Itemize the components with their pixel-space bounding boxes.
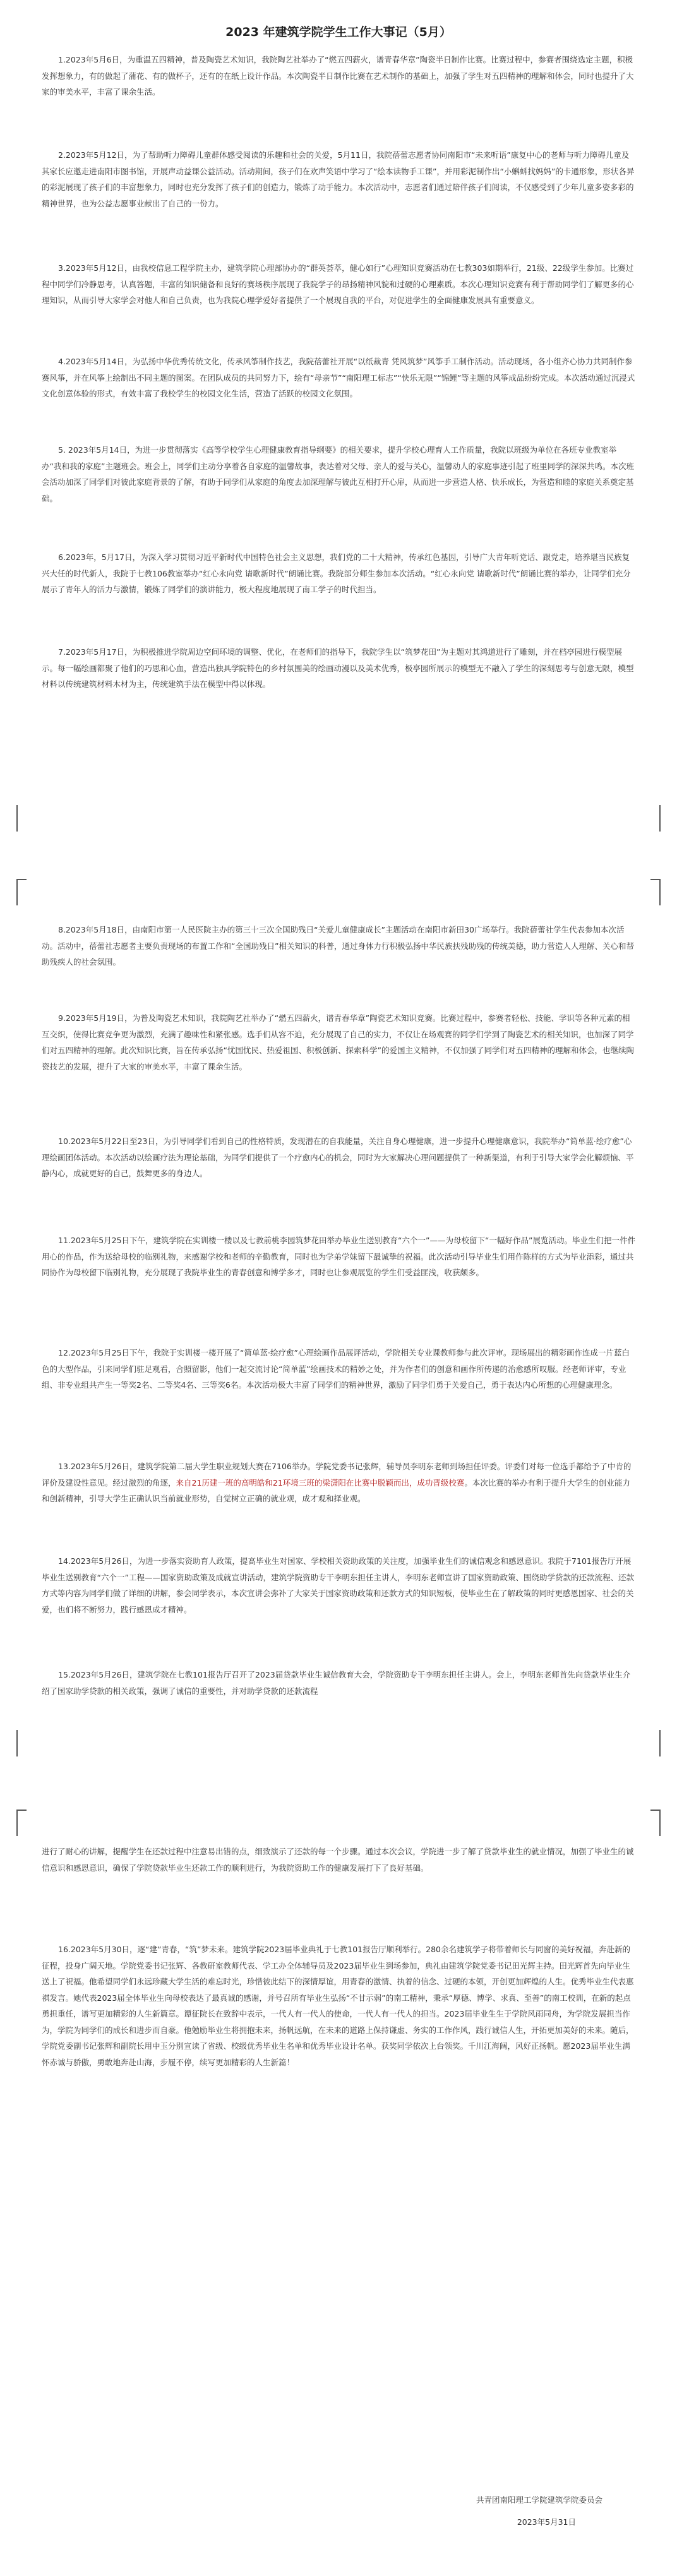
item-16-paragraph: 16.2023年5月30日，逐“建”青春，“筑”梦未来。建筑学院2023届毕业典礼于七教101报告厅顺利举行。280余名建筑学子将带着师长与同窗的美好祝福，奔赴新的征程，投身广阔天地。学院党委书记张辉、各教研室教师代表、学工办全体辅导员及2023届毕业生到场参加，典礼由建筑学院党委书记田光辉主持。田光辉首先向毕业生送上了祝福。他希望同学们永远珍藏大学生活的难忘时光，珍惜彼此结下的深情厚谊，用青春的激情、执着的信念、过硬的本领，开创更加辉煌的人生。优秀毕业生代表惠祺发言。她代表2023届全体毕业生向母校表达了最真诚的感谢，并号召所有毕业生弘扬“不甘示弱”的南工精神，秉承“厚德、博学、求真、至善”的南工校训，在新的起点勇担重任，谱写更加精彩的人生新篇章。谭征院长在致辞中表示，一代人有一代人的使命，一代人有一代人的担当。2023届毕业生生于学院风雨同舟，为学院发展担当作为，学院为同学们的成长和进步而自豪。他勉励毕业生将拥抱未来，扬帆远航，在未来的道路上保持谦虚、务实的工作作风，践行诚信人生，开拓更加美好的未来。随后，学院党委副书记张辉和副院长用中玉分别宣读了省级、校级优秀毕业生名单和优秀毕业设计名单。获奖同学依次上台领奖。千川江海阔，风好正扬帆。愿2023届毕业生满怀赤诚与骄傲，勇敢地奔赴山海，步履不停，续写更加精彩的人生新篇！ [42,1945,634,2067]
document-title: 2023 年建筑学院学生工作大事记（5月） [225,25,452,39]
signature-organization: 共青团南阳理工学院建筑学院委员会 [476,2495,602,2505]
item-8-paragraph: 8.2023年5月18日，由南阳市第一人民医院主办的第三十三次全国助残日“关爱儿童健康成长”主题活动在南阳市新田30广场举行。我院蓓蕾社学生代表参加本次活动。活动中，蓓蕾社志愿者主要负责现场的布置工作和“全国助残日”相关知识的科普，通过身体力行积极弘扬中华民族扶残助残的传统美德，助力营造人人理解、关心和帮助残疾人的社会氛围。 [42,925,634,967]
item-14-paragraph: 14.2023年5月26日，为进一步落实资助育人政策，提高毕业生对国家、学校相关资助政策的关注度，加强毕业生们的诚信观念和感恩意识。我院于7101报告厅开展毕业生送别教育“六个一”工程——国家资助政策及成就宣讲活动，建筑学院资助专干李明东担任主讲人，李明东老师宣讲了国家资助政策、围绕助学贷款的还款流程、还款方式等内容为同学们做了详细的讲解，参会同学表示，本次宣讲会弥补了大家关于国家资助政策和还款方式的知识短板，使毕业生在了解政策的同时更感恩国家、社会的关爱，也们将不断努力，践行感恩成才精神。 [42,1556,634,1614]
item-2-paragraph: 2.2023年5月12日，为了帮助听力障碍儿童群体感受阅读的乐趣和社会的关爱，5月11日，我院蓓蕾志愿者协同南阳市“未来听语”康复中心的老师与听力障碍儿童及其家长应邀走进南阳市图书馆，开展声动益课公益活动。活动期间，孩子们在欢声笑语中学习了“绘本读物手工课”，并用彩泥制作出“小蝌蚪找妈妈”的卡通形象，形状各异的彩泥展现了孩子们的丰富想象力，同时也充分发挥了孩子们的创造力，锻炼了动手能力。本次活动中，志愿者们通过陪伴孩子们阅读，不仅感受到了少年儿童多姿多彩的精神世界，也为公益志愿事业献出了自己的一份力。 [42,150,635,208]
item-3-paragraph: 3.2023年5月12日，由我校信息工程学院主办，建筑学院心理部协办的“群英荟萃，健心如行”心理知识竞赛活动在七教303如期举行，21级、22级学生参加。比赛过程中同学们冷静思考，认真答题，丰富的知识储备和良好的赛场秩序展现了我院学子的昂扬精神风貌和过硬的心理素质。本次心理知识竞赛有利于帮助同学们了解更多的心理知识，从而引导大家学会对他人和自己负责，也为我院心理学爱好者提供了一个展现自我的平台，对促进学生的全面健康发展具有重要意义。 [42,263,634,305]
item-12-paragraph: 12.2023年5月25日下午，我院于实训楼一楼开展了“简单蓝·绘疗愈”心理绘画作品展评活动，学院相关专业课教师参与此次评审。现场展出的精彩画作连成一片蓝白色的大型作品，引来同学们驻足观看，合照留影，他们一起交流讨论“简单蓝”绘画技术的精妙之处，并为作者们的创意和画作所传递的治愈感所叹服。经老师评审，专业组、非专业组共产生一等奖2名、二等奖4名、三等奖6名。本次活动极大丰富了同学们的精神世界，激励了同学们勇于关爱自己，勇于表达内心所想的心理健康理念。 [42,1348,630,1390]
item-6-paragraph: 6.2023年，5月17日，为深入学习贯彻习近平新时代中国特色社会主义思想，我们党的二十大精神，传承红色基因，引导广大青年听党话、跟党走，培养堪当民族复兴大任的时代新人，我院于七教106教室举办“红心永向党 请歌新时代”朗诵比赛。我院部分师生参加本次活动。“红心永向党 请歌新时代”朗诵比赛的举办，让同学们充分展示了青年人的活力与激情，锻炼了同学们的演讲能力，极大程度地展现了南工学子的时代担当。 [42,552,631,594]
item-13-paragraph [42,1458,635,1507]
item-13-highlight: 来自21历建一班的高明皓和21环境三班的梁潇阳在比赛中脱颖而出，成功晋级校赛 [176,1477,465,1488]
item-1-paragraph: 1.2023年5月6日，为重温五四精神，普及陶瓷艺术知识，我院陶艺社举办了“燃五四薪火，谱青春华章”陶瓷半日制作比赛。比赛过程中，参赛者围绕选定主题，积极发挥想象力，有的做起了蒲花、有的做杯子，还有的在纸上设计作品。本次陶瓷半日制作比赛在艺术制作的基础上，加强了学生对五四精神的理解和体会，同时也提升了大家的审美水平，丰富了课余生活。 [42,55,634,97]
item-9-paragraph: 9.2023年5月19日，为普及陶瓷艺术知识，我院陶艺社举办了“燃五四薪火，谱青春华章”陶瓷艺术知识竞赛。比赛过程中，参赛者轻松、技能、学识等各种元素的相互交织，使得比赛竞争更为激烈，充满了趣味性和紧张感。选手们从容不迫，充分展现了自己的实力，不仅让在场观赛的同学们学到了陶瓷艺术的相关知识，也加深了同学们对五四精神的理解。此次知识比赛，旨在传承弘扬“忧国忧民、热爱祖国、积极创新、探索科学”的爱国主义精神，不仅加强了同学们对五四精神的理解和体会，也继续陶瓷技艺的发展，提升了大家的审美水平，丰富了课余生活。 [42,1013,634,1071]
item-11-paragraph: 11.2023年5月25日下午，建筑学院在实训楼一楼以及七教前桃李园筑梦花田举办毕业生送别教育“六个一”——为母校留下“一幅好作品”展览活动。毕业生们把一件件用心的作品，作为送给母校的临别礼物，来感谢学校和老师的辛勤教育，同时也为学弟学妹留下最诚挚的祝福。此次活动引导毕业生们用作陈样的方式为毕业添彩，通过共同协作为母校留下临别礼物，充分展现了我院毕业生的青春创意和博学多才，同时也让参观展览的学生们受益匪浅，收获颇多。 [42,1236,635,1277]
item-10-paragraph: 10.2023年5月22日至23日，为引导同学们看到自己的性格特质，发现潜在的自我能量，关注自身心理健康，进一步提升心理健康意识，我院举办“简单蓝·绘疗愈”心理绘画团体活动。本次活动以绘画疗法为理论基础，为同学们提供了一个疗愈内心的机会，同时为大家解决心理问题提供了一种新渠道，有利于引导大家学会化解烦恼、平静内心，成就更好的自己，鼓舞更多的身边人。 [42,1136,634,1178]
signature-date: 2023年5月31日 [517,2517,576,2527]
item-5-paragraph: 5. 2023年5月14日，为进一步贯彻落实《高等学校学生心理健康教育指导纲要》的相关要求，提升学校心理育人工作质量，我院以班级为单位在各班专业教室举办“我和我的家庭”主题班会。班会上，同学们主动分享着各自家庭的温馨故事，表达着对父母、亲人的爱与关心，温馨动人的家庭事迹引起了班里同学的深深共鸣。本次班会活动加深了同学们对彼此家庭背景的了解，有助于同学们从家庭的角度去加深理解与彼此互相打开心扉，从而进一步营造人格、快乐成长，为营造和睦的家庭关系奠定基础。 [42,445,634,503]
item-13-text-b: 。本次比赛的举办有利于提升大学生的创业能力和创新精神，引导大学生正确认识当前就业形势，自觉树立正确的就业观，成才观和择业观。 [42,1477,630,1503]
item-13-text-a: 13.2023年5月26日，建筑学院第二届大学生职业规划大赛在7106举办。学院党委书记张辉，辅导员李明东老师到场担任评委。评委们对每一位选手都给予了中肯的评价及建设性意见。经过激烈的角逐， [42,1462,632,1488]
item-7-paragraph: 7.2023年5月17日，为积极推进学院周边空间环境的调整、优化，在老师们的指导下，我院学生以“筑梦花田”为主题对其鸿道进行了雕刻，并在档亭园进行模型展示。每一幅绘画都聚了他们的巧思和心血，营造出独具学院特色的乡村氛围美的绘画动漫以及美术优秀，极亭园所展示的模型无不融入了学生的深刻思考与创意无限，模型材料以传统建筑材料木材为主，传统建筑手法在模型中得以体现。 [42,647,634,689]
item-15-paragraph: 15.2023年5月26日，建筑学院在七教101报告厅召开了2023届贷款毕业生诚信教育大会，学院资助专干李明东担任主讲人。会上，李明东老师首先向贷款毕业生介绍了国家助学贷款的相关政策，强调了诚信的重要性，并对助学贷款的还款流程 [42,1670,631,1696]
item-15-continued-paragraph: 进行了耐心的讲解，提醒学生在还款过程中注意易出错的点，细致演示了还款的每一个步骤。通过本次会议，学院进一步了解了贷款毕业生的就业情况，加强了毕业生的诚信意识和感恩意识，确保了学院贷款毕业生还款工作的顺利进行，为我院资助工作的健康发展打下了良好基础。 [42,1847,634,1873]
item-4-paragraph: 4.2023年5月14日，为弘扬中华优秀传统文化，传承风筝制作技艺，我院蓓蕾社开展“以纸裁青 凭风筑梦”风筝手工制作活动。活动现场，各小组齐心协力共同制作参赛风筝，并在风筝上绘制出不同主题的图案。在团队成员的共同努力下，绘有“母亲节”“南阳理工标志”“快乐无限”“锦鲤”等主题的风筝成品纷纷完成。本次活动通过沉浸式文化创意体验的形式，有效丰富了我校学生的校园文化生活，营造了活跃的校园文化氛围。 [42,357,635,398]
